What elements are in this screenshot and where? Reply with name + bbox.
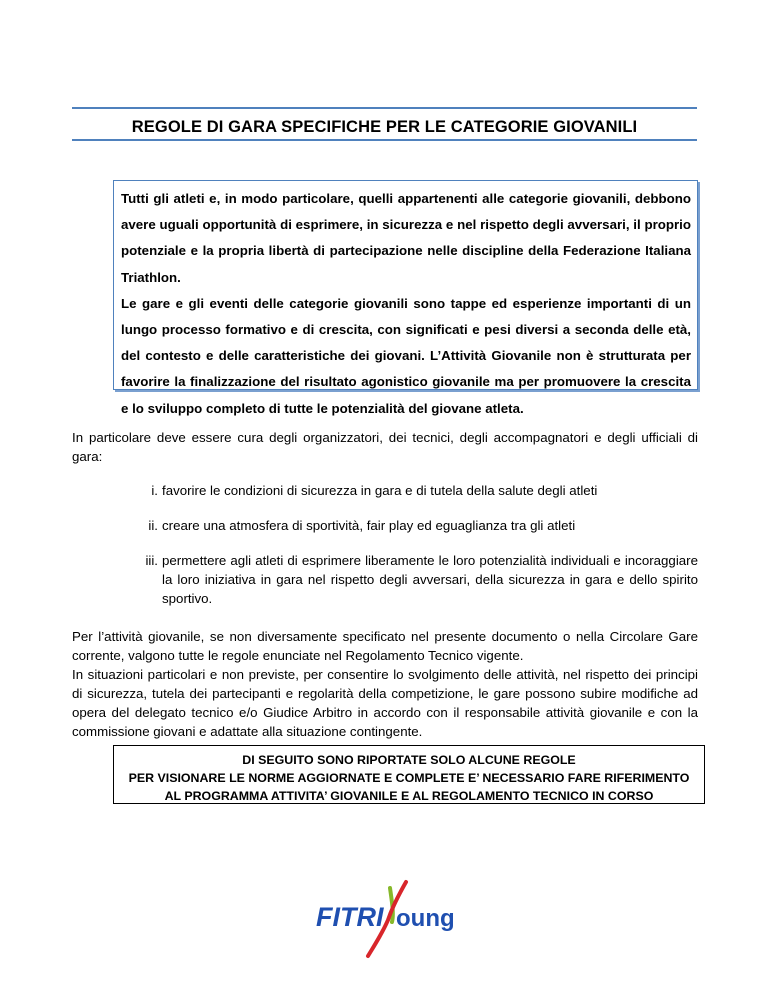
logo-text-fitri: FITRI (316, 902, 384, 932)
lead-paragraph: In particolare deve essere cura degli organizzatori, dei tecnici, degli accompagnatori e degli ufficiali di gara: (72, 430, 698, 464)
notice-line-1: DI SEGUITO SONO RIPORTATE SOLO ALCUNE REGOLE (242, 753, 576, 767)
logo-text-oung: oung (396, 905, 455, 932)
page-title: REGOLE DI GARA SPECIFICHE PER LE CATEGORIE GIOVANILI (131, 118, 638, 136)
notice-line-2: PER VISIONARE LE NORME AGGIORNATE E COMPLETE E’ NECESSARIO FARE RIFERIMENTO (128, 771, 690, 785)
special-cases-paragraph: In situazioni particolari e non previste, per consentire lo svolgimento delle attività, nel rispetto dei principi di sicurezza, tutela dei partecipanti e regolarità della competizione, le gare possono subire modifiche ad opera del delegato tecnico e/o Giudice Arbitro in accordo con il responsabile attività giovanile e con la commissione giovani e adattate alla situazione contingente. (72, 667, 698, 739)
list-item-number: iii. (145, 553, 158, 568)
list-item-number: i. (151, 483, 158, 498)
intro-box (113, 180, 698, 416)
list-item-text: creare una atmosfera di sportività, fair play ed eguaglianza tra gli atleti (162, 518, 576, 533)
intro-paragraph-2: Le gare e gli eventi delle categorie giovanili sono tappe ed esperienze importanti di un lungo processo formativo e di crescita, con significati e pesi diversi a seconda delle età, del contesto e delle caratteristiche dei giovani. L’Attività Giovanile non è strutturata per favorire la finalizzazione del risultato agonistico giovanile ma per promuovere la crescita e lo sviluppo completo di tutte le potenzialità del giovane atleta. (121, 295, 691, 416)
title-banner (72, 107, 697, 141)
list-item (136, 551, 698, 608)
rules-paragraph: Per l’attività giovanile, se non diversamente specificato nel presente documento o nella Circolare Gare corrente, valgono tutte le regole enunciate nel Regolamento Tecnico vigente. (72, 629, 698, 663)
list-item-text: favorire le condizioni di sicurezza in gara e di tutela della salute degli atleti (162, 483, 598, 498)
fitri-young-logo (312, 876, 472, 960)
duties-list (136, 481, 698, 608)
list-item-text: permettere agli atleti di esprimere liberamente le loro potenzialità individuali e incoraggiare la loro iniziativa in gara nel rispetto degli avversari, della sicurezza in gara e dello spirito sportivo. (162, 553, 698, 606)
list-item (136, 516, 698, 535)
notice-line-3: AL PROGRAMMA ATTIVITA’ GIOVANILE E AL REGOLAMENTO TECNICO IN CORSO (164, 789, 654, 803)
list-item-number: ii. (148, 518, 158, 533)
notice-box (113, 745, 705, 804)
intro-paragraph-1: Tutti gli atleti e, in modo particolare, quelli appartenenti alle categorie giovanili, debbono avere uguali opportunità di esprimere, in sicurezza e nel rispetto degli avversari, il proprio potenziale e la propria libertà di partecipazione nelle discipline della Federazione Italiana Triathlon. (121, 191, 691, 285)
list-item (136, 481, 698, 500)
